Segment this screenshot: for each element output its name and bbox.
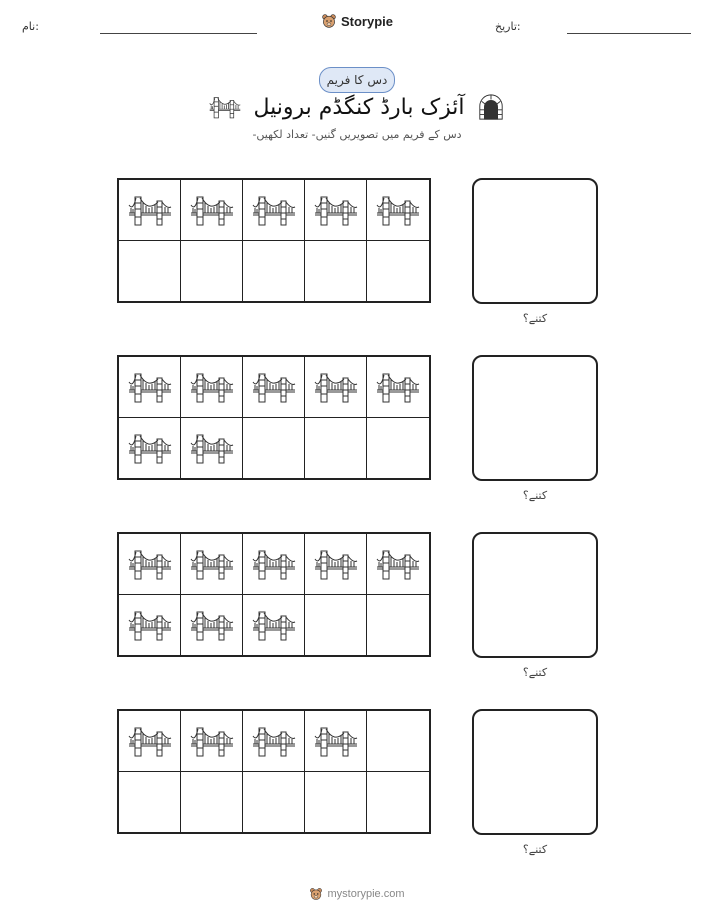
name-label: نام: [22,20,39,33]
frame-cell [367,595,429,656]
frame-cell [243,241,305,302]
answer-box[interactable] [472,709,598,835]
frame-cell [181,418,243,479]
suspension-bridge-icon [314,369,358,405]
frame-cell [119,357,181,418]
frame-cell [181,595,243,656]
suspension-bridge-icon [190,723,234,759]
answer-box[interactable] [472,178,598,304]
suspension-bridge-icon [314,546,358,582]
suspension-bridge-icon [209,93,241,121]
frame-cell [181,180,243,241]
suspension-bridge-icon [190,546,234,582]
suspension-bridge-icon [128,369,172,405]
frame-cell [367,711,429,772]
how-many-label: کتنے؟ [522,312,548,325]
suspension-bridge-icon [252,192,296,228]
frame-cell [243,357,305,418]
suspension-bridge-icon [252,723,296,759]
name-line[interactable] [100,33,257,34]
frame-cell [305,241,367,302]
frame-cell [119,595,181,656]
how-many-label: کتنے؟ [522,843,548,856]
frame-cell [367,357,429,418]
frame-cell [367,241,429,302]
brand-name: Storypie [340,13,393,29]
frame-cell [181,357,243,418]
frame-cell [367,772,429,833]
frame-cell [367,180,429,241]
suspension-bridge-icon [128,430,172,466]
footer [0,886,714,905]
suspension-bridge-icon [190,430,234,466]
frame-cell [119,534,181,595]
suspension-bridge-icon [128,546,172,582]
frame-cell [243,772,305,833]
frame-cell [305,418,367,479]
frame-cell [243,534,305,595]
brand-logo [0,13,714,33]
frame-cell [243,595,305,656]
bear-icon [309,887,323,901]
suspension-bridge-icon [376,369,420,405]
frame-cell [367,418,429,479]
frame-cell [119,180,181,241]
ten-frame-2 [117,355,431,480]
frame-cell [181,534,243,595]
frame-cell [305,357,367,418]
frame-cell [119,711,181,772]
how-many-label: کتنے؟ [522,489,548,502]
bear-icon [321,13,337,29]
date-line[interactable] [567,33,691,34]
frame-cell [243,711,305,772]
frame-cell [243,180,305,241]
frame-cell [305,180,367,241]
suspension-bridge-icon [128,607,172,643]
frame-cell [305,772,367,833]
frame-cell [305,595,367,656]
title-row [0,92,714,122]
ten-frame-badge: دس کا فریم [319,67,395,93]
frame-cell [119,241,181,302]
suspension-bridge-icon [128,723,172,759]
suspension-bridge-icon [190,369,234,405]
how-many-label: کتنے؟ [522,666,548,679]
footer-url[interactable]: mystorypie.com [327,888,405,900]
date-label: تاریخ: [495,20,521,33]
suspension-bridge-icon [252,546,296,582]
answer-box[interactable] [472,355,598,481]
answer-box[interactable] [472,532,598,658]
suspension-bridge-icon [190,192,234,228]
suspension-bridge-icon [252,607,296,643]
ten-frame-4 [117,709,431,834]
frame-cell [305,534,367,595]
tunnel-icon [477,92,505,122]
suspension-bridge-icon [314,723,358,759]
frame-cell [243,418,305,479]
frame-cell [181,241,243,302]
frame-cell [119,418,181,479]
ten-frame-1 [117,178,431,303]
frame-cell [181,711,243,772]
instructions: دس کے فریم میں تصویریں گنیں- تعداد لکھیں- [252,128,462,141]
frame-cell [181,772,243,833]
suspension-bridge-icon [314,192,358,228]
frame-cell [367,534,429,595]
suspension-bridge-icon [376,192,420,228]
suspension-bridge-icon [190,607,234,643]
suspension-bridge-icon [376,546,420,582]
suspension-bridge-icon [252,369,296,405]
suspension-bridge-icon [128,192,172,228]
page-title: آئزک بارڈ کنگڈم برونیل [253,94,465,120]
frame-cell [305,711,367,772]
ten-frame-3 [117,532,431,657]
frame-cell [119,772,181,833]
